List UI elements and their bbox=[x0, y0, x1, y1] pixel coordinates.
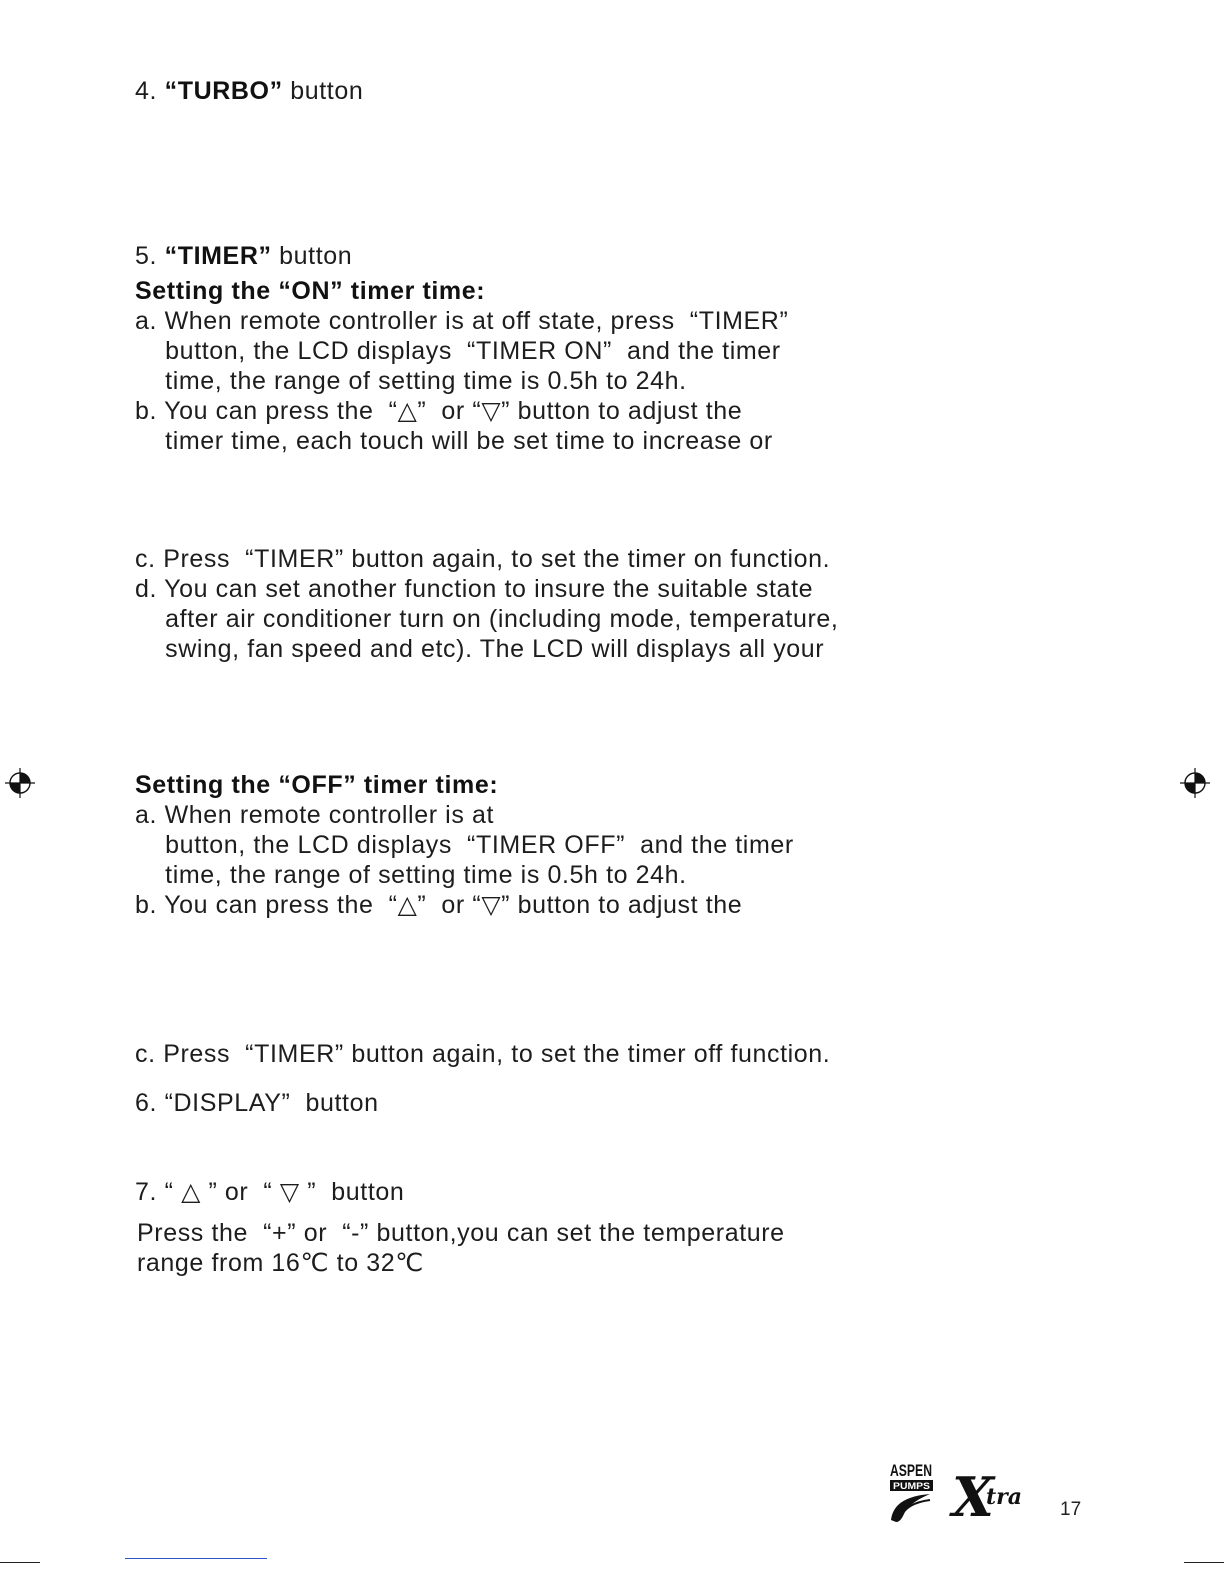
turbo-label: “TURBO” bbox=[164, 77, 283, 105]
aspen-pumps-logo bbox=[888, 1458, 938, 1526]
registration-mark-icon bbox=[1180, 768, 1210, 798]
off-line-a2: button, the LCD displays “TIMER OFF” and the timer bbox=[135, 831, 794, 859]
on-line-b2: timer time, each touch will be set time to increase or bbox=[135, 427, 773, 455]
on-timer-heading: Setting the “ON” timer time: bbox=[135, 277, 486, 305]
on-line-a1: a. When remote controller is at off state, press “TIMER” bbox=[135, 307, 789, 335]
section-7-body-1: Press the “+” or “-” button,you can set the temperature bbox=[137, 1219, 785, 1247]
off-line-a1: a. When remote controller is at bbox=[135, 801, 495, 829]
section-7-body-2: range from 16℃ to 32℃ bbox=[137, 1249, 424, 1277]
page-number: 17 bbox=[1060, 1499, 1082, 1520]
logo-sub-text: PUMPS bbox=[893, 1481, 930, 1491]
section-5-heading: 5. “TIMER” button bbox=[135, 242, 353, 270]
section-6-heading: 6. “DISPLAY” button bbox=[135, 1089, 379, 1117]
registration-mark-icon bbox=[5, 768, 35, 798]
on-line-d2: after air conditioner turn on (including mode, temperature, bbox=[135, 605, 839, 633]
logo-brand-text: ASPEN bbox=[890, 1461, 932, 1480]
section-7-heading: 7. “ △ ” or “ ▽ ” button bbox=[135, 1178, 405, 1206]
on-line-d3: swing, fan speed and etc). The LCD will displays all your bbox=[135, 635, 825, 663]
on-line-d1: d. You can set another function to insure the suitable state bbox=[135, 575, 814, 603]
off-line-b1: b. You can press the “△” or “▽” button to adjust the bbox=[135, 891, 743, 919]
on-line-a2: button, the LCD displays “TIMER ON” and the timer bbox=[135, 337, 781, 365]
xtra-logo bbox=[948, 1458, 1028, 1528]
crop-rule-right bbox=[1184, 1562, 1224, 1563]
xtra-logo-text: X bbox=[952, 1465, 994, 1529]
section-4-heading: 4. “TURBO” button bbox=[135, 77, 364, 105]
timer-label: “TIMER” bbox=[164, 242, 272, 270]
crop-rule-left bbox=[0, 1562, 40, 1563]
on-line-c: c. Press “TIMER” button again, to set the timer on function. bbox=[135, 545, 831, 573]
off-line-a3: time, the range of setting time is 0.5h to 24h. bbox=[135, 861, 687, 889]
svg-text:tra: tra bbox=[986, 1484, 1023, 1510]
on-line-b1: b. You can press the “△” or “▽” button to adjust the bbox=[135, 397, 743, 425]
off-line-c: c. Press “TIMER” button again, to set the timer off function. bbox=[135, 1040, 831, 1068]
bottom-rule bbox=[125, 1558, 267, 1559]
off-timer-heading: Setting the “OFF” timer time: bbox=[135, 771, 499, 799]
on-line-a3: time, the range of setting time is 0.5h to 24h. bbox=[135, 367, 687, 395]
